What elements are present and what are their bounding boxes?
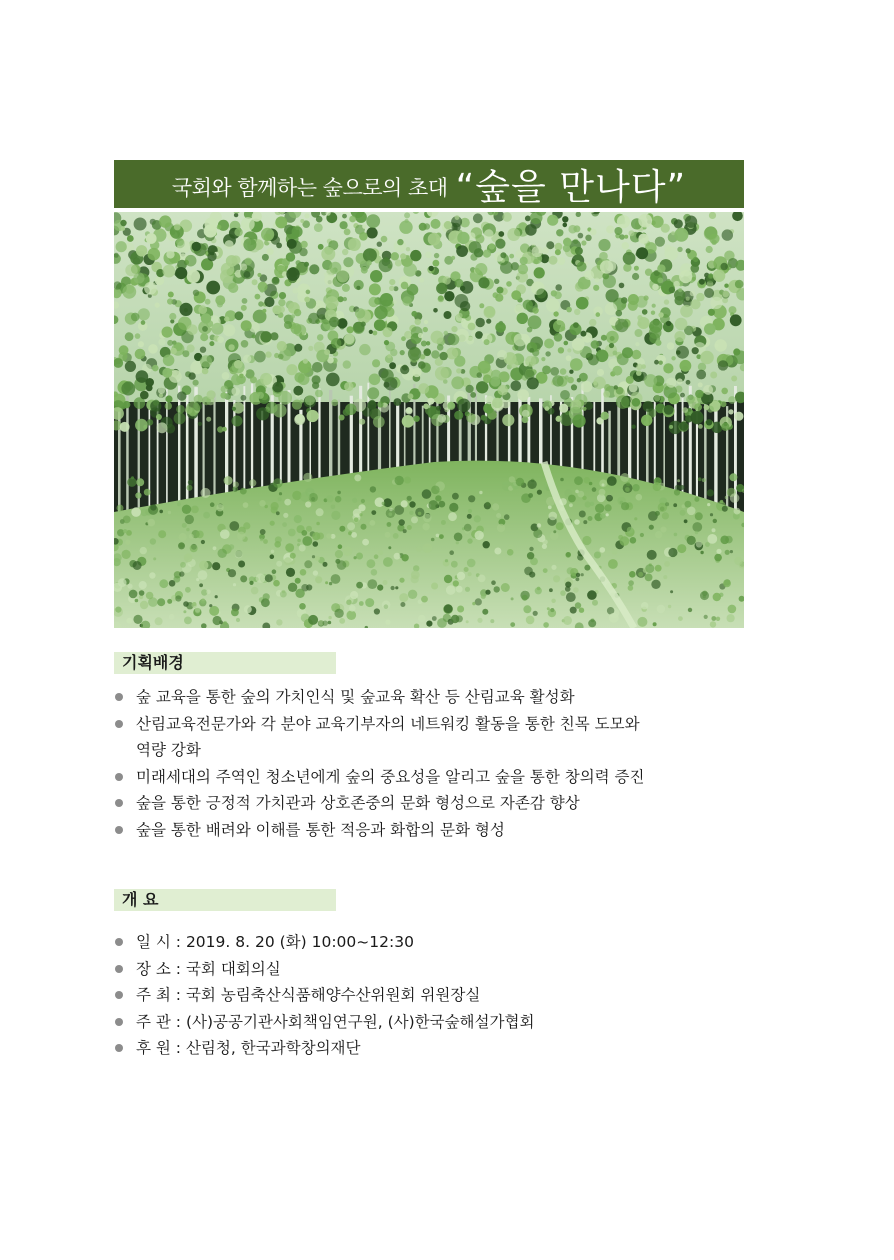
- list-item: 주 최 : 국회 농림축산식품해양수산위원회 위원장실: [114, 982, 734, 1009]
- bullet-icon: [115, 826, 123, 834]
- overview-list: [114, 929, 734, 1062]
- bullet-icon: [115, 938, 123, 946]
- background-section-heading: 기획배경: [114, 652, 336, 674]
- list-item: 미래세대의 주역인 청소년에게 숲의 중요성을 알리고 숲을 통한 창의력 증진: [114, 764, 734, 791]
- background-list: [114, 684, 734, 843]
- bullet-icon: [115, 965, 123, 973]
- forest-illustration: [114, 212, 744, 628]
- title-banner: [114, 160, 744, 208]
- list-item: 주 관 : (사)공공기관사회책임연구원, (사)한국숲해설가협회: [114, 1009, 734, 1036]
- list-item: 산림교육전문가와 각 분야 교육기부자의 네트워킹 활동을 통한 친목 도모와 역량 강화: [114, 711, 734, 764]
- list-item: 장 소 : 국회 대회의실: [114, 956, 734, 983]
- list-item: 숲 교육을 통한 숲의 가치인식 및 숲교육 확산 등 산림교육 활성화: [114, 684, 734, 711]
- list-item: 후 원 : 산림청, 한국과학창의재단: [114, 1035, 734, 1062]
- bullet-icon: [115, 991, 123, 999]
- list-item: 숲을 통한 긍정적 가치관과 상호존중의 문화 형성으로 자존감 향상: [114, 790, 734, 817]
- list-item: 일 시 : 2019. 8. 20 (화) 10:00~12:30: [114, 929, 734, 956]
- list-item-continuation: 역량 강화: [136, 741, 201, 759]
- bullet-icon: [115, 773, 123, 781]
- bullet-icon: [115, 799, 123, 807]
- bullet-icon: [115, 1044, 123, 1052]
- overview-section-heading: 개 요: [114, 889, 336, 911]
- banner-title: “숲을 만나다”: [455, 166, 687, 208]
- bullet-icon: [115, 1018, 123, 1026]
- bullet-icon: [115, 720, 123, 728]
- list-item: 숲을 통한 배려와 이해를 통한 적응과 화합의 문화 형성: [114, 817, 734, 844]
- banner-lead-text: 국회와 함께하는 숲으로의 초대: [171, 176, 448, 200]
- bullet-icon: [115, 693, 123, 701]
